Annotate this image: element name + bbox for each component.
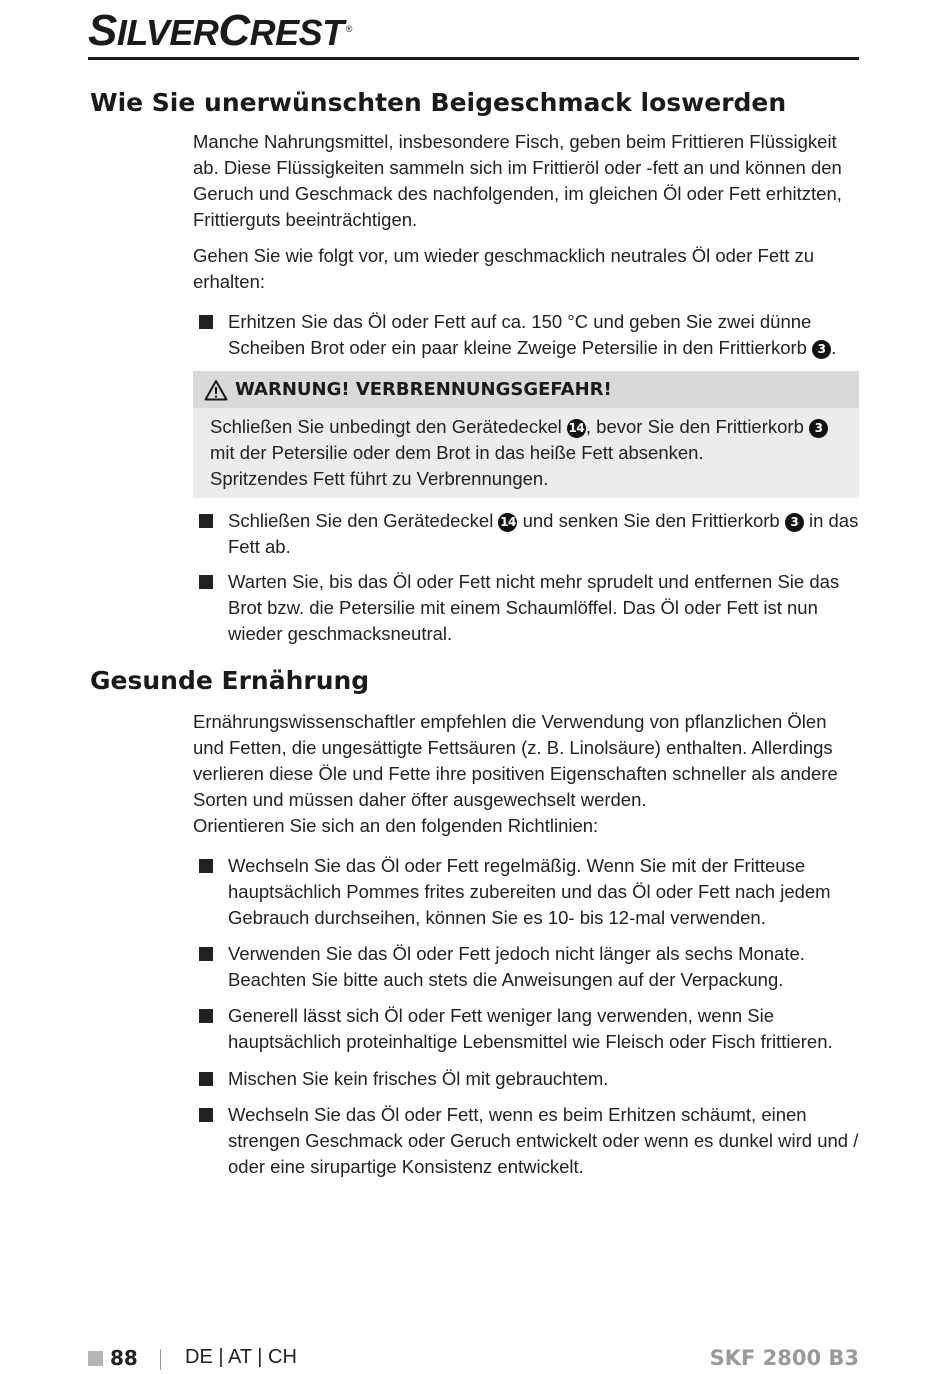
list-item: Schließen Sie den Gerätedeckel 14 und senken Sie den Frittierkorb 3 in das Fett ab. [199,508,859,560]
bullet-square-icon [199,947,213,961]
footer-divider [160,1349,161,1370]
lid-ref-icon: 14 [498,513,517,532]
warning-triangle-icon [204,379,228,401]
basket-ref-icon: 3 [809,419,828,438]
bullet-square-icon [199,514,213,528]
page-number: 88 [110,1346,138,1370]
bullet-square-icon [199,575,213,589]
list-item: Wechseln Sie das Öl oder Fett regelmäßig. Wenn Sie mit der Fritteuse hauptsächlich Pommes frites zubereiten und das Öl oder Fett nach jedem Gebrauch durchseihen, können Sie es 10- bis 12-mal verwenden. [199,853,859,931]
model-number: SKF 2800 B3 [709,1346,859,1370]
list-item: Verwenden Sie das Öl oder Fett jedoch nicht länger als sechs Monate. Beachten Sie bitte auch stets die Anweisungen auf der Verpackung. [199,941,859,993]
header-rule [88,57,859,60]
list-item: Wechseln Sie das Öl oder Fett, wenn es beim Erhitzen schäumt, einen strengen Geschmack oder Geruch entwickelt oder wenn es dunkel wird und / oder eine sirupartige Konsistenz entwickelt. [199,1102,859,1180]
lid-ref-icon: 14 [567,419,586,438]
intro-paragraph: Manche Nahrungsmittel, insbesondere Fisch, geben beim Frittieren Flüssigkeit ab. Diese Flüssigkeiten sammeln sich im Frittieröl oder -fett an und können den Geruch und Geschmack des nachfolgenden, im gleichen Öl oder Fett erhitzten, Frittierguts beeinträchtigen. [193,131,842,230]
nutrition-paragraph: Ernährungswissenschaftler empfehlen die Verwendung von pflanzlichen Ölen und Fetten, die ungesättigte Fettsäuren (z. B. Linolsäure) enthalten. Allerdings verlieren diese Öle und Fette ihre positiven Eigenschaften schneller als andere Sorten und müssen daher öfter ausgewechselt werden. [193,711,838,810]
section-title-beigeschmack: Wie Sie unerwünschten Beigeschmack loswerden [90,88,787,117]
bullet-square-icon [199,1108,213,1122]
footer-countries: DE | AT | CH [185,1346,297,1368]
bullet-square-icon [199,859,213,873]
bullet-square-icon [199,315,213,329]
basket-ref-icon: 3 [785,513,804,532]
warning-header [193,371,859,408]
warning-title: WARNUNG! VERBRENNUNGSGEFAHR! [235,379,612,400]
basket-ref-icon: 3 [812,340,831,359]
procedure-paragraph: Gehen Sie wie folgt vor, um wieder geschmacklich neutrales Öl oder Fett zu erhalten: [193,245,815,292]
footer-square-icon [88,1351,103,1366]
list-item: Mischen Sie kein frisches Öl mit gebrauchtem. [199,1066,859,1092]
list-item: Warten Sie, bis das Öl oder Fett nicht mehr sprudelt und entfernen Sie das Brot bzw. die Petersilie mit einem Schaumlöffel. Das Öl oder Fett ist nun wieder geschmacksneutral. [199,569,859,647]
warning-body: Schließen Sie unbedingt den Gerätedeckel 14, bevor Sie den Frittierkorb 3 mit der Petersilie oder dem Brot in das heiße Fett absenken. Spritzendes Fett führt zu Verbrennungen. [193,408,859,498]
guidelines-intro: Orientieren Sie sich an den folgenden Richtlinien: [193,815,599,836]
bullet-square-icon [199,1072,213,1086]
bullet-square-icon [199,1009,213,1023]
list-item: Generell lässt sich Öl oder Fett weniger lang verwenden, wenn Sie hauptsächlich proteinhaltige Lebensmittel wie Fleisch oder Fisch frittieren. [199,1003,859,1055]
section-title-ernaehrung: Gesunde Ernährung [90,666,370,695]
brand-logo: SILVERCREST ® [88,6,352,55]
list-item: Erhitzen Sie das Öl oder Fett auf ca. 150 °C und geben Sie zwei dünne Scheiben Brot oder ein paar kleine Zweige Petersilie in den Frittierkorb 3 . [199,309,859,361]
